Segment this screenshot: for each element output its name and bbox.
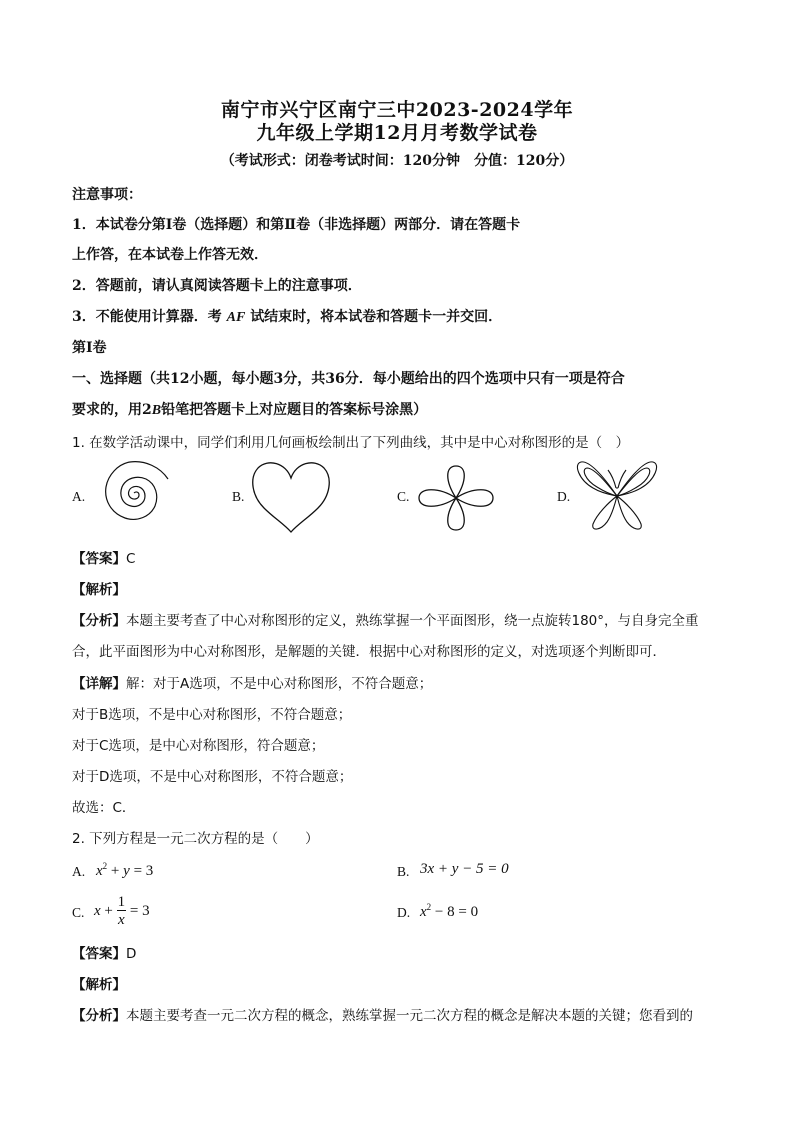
q2-option-a-expr: $x^2 + y = 3$ xyxy=(96,861,154,879)
q1-detail-line2: 对于B选项，不是中心对称图形，不符合题意； xyxy=(72,707,352,723)
q1-detail-line3: 对于C选项，是中心对称图形，符合题意； xyxy=(72,738,325,754)
q1-option-d-label: D. xyxy=(557,489,571,504)
notice-item-3-text-a: 3．不能使用计算器．考 xyxy=(72,309,222,325)
q1-option-a-label: A. xyxy=(72,489,86,504)
q2-option-b-label: B. xyxy=(397,864,410,879)
q1-fenxi-line1 xyxy=(72,609,699,629)
q2-option-c-fraction: $\frac{1}{x}$ xyxy=(117,894,126,928)
q1-fenxi-tag: 【分析】 xyxy=(72,613,126,629)
heart-icon xyxy=(250,458,332,534)
butterfly-icon xyxy=(573,458,661,534)
q2-stem: 2. 下列方程是一元二次方程的是（ ） xyxy=(72,831,319,847)
q1-answer xyxy=(72,547,135,567)
four-petal-icon xyxy=(415,463,497,533)
q1-detail-text1: 解：对于A选项，不是中心对称图形，不符合题意； xyxy=(126,676,433,692)
notice-item-1-cont: 上作答，在本试卷上作答无效． xyxy=(72,247,268,263)
volume-heading: 第Ⅰ卷 xyxy=(72,340,107,356)
q2-answer-tag: 【答案】 xyxy=(72,946,126,962)
q1-detail-line1 xyxy=(72,672,432,692)
q1-answer-tag: 【答案】 xyxy=(72,551,126,567)
notice-item-3-af: AF xyxy=(226,310,246,325)
q1-choice: 故选：C． xyxy=(72,800,136,816)
q2-fenxi-text: 本题主要考查一元二次方程的概念，熟练掌握一元二次方程的概念是解决本题的关键；您看到的 xyxy=(126,1008,693,1024)
q2-option-d-label: D. xyxy=(397,905,411,920)
q2-option-c-expr: x + $\frac{1}{x}$ = 3 xyxy=(94,894,150,928)
q2-option-c-label: C. xyxy=(72,905,85,920)
page-title: 南宁市兴宁区南宁三中2023-2024学年 xyxy=(220,99,574,121)
section-heading-cont xyxy=(72,399,427,419)
q2-answer-value: D xyxy=(126,946,137,962)
q2-option-b-expr: 3x + y − 5 = 0 xyxy=(420,861,509,877)
q2-answer xyxy=(72,942,136,962)
q1-xiangjie-tag: 【详解】 xyxy=(72,676,126,692)
q1-fenxi-text: 本题主要考查了中心对称图形的定义，熟练掌握一个平面图形，绕一点旋转180°，与自身完全重 xyxy=(126,613,699,629)
section-text-c: 铅笔把答题卡上对应题目的答案标号涂黑） xyxy=(161,402,428,418)
q1-stem: 1. 在数学活动课中，同学们利用几何画板绘制出了下列曲线，其中是中心对称图形的是（ ） xyxy=(72,435,630,451)
q2-option-d-expr: $x^2 - 8 = 0$ xyxy=(420,902,479,920)
exam-info: （考试形式：闭卷考试时间：120分钟 分值：120分） xyxy=(220,153,574,169)
q1-option-c-label: C. xyxy=(397,489,410,504)
q1-detail-line4: 对于D选项，不是中心对称图形，不符合题意； xyxy=(72,769,353,785)
notice-item-2: 2．答题前，请认真阅读答题卡上的注意事项． xyxy=(72,278,362,294)
notice-item-3 xyxy=(72,306,502,326)
section-text-a: 要求的，用2 xyxy=(72,402,152,418)
page-title-line2: 九年级上学期12月月考数学试卷 xyxy=(256,122,538,144)
notice-item-1: 1．本试卷分第Ⅰ卷（选择题）和第Ⅱ卷（非选择题）两部分．请在答题卡 xyxy=(72,217,521,233)
q1-option-b-label: B. xyxy=(232,489,245,504)
q2-fenxi-line1 xyxy=(72,1004,693,1024)
q2-fenxi-tag: 【分析】 xyxy=(72,1008,126,1024)
notice-heading: 注意事项： xyxy=(72,187,142,203)
section-text-b: B xyxy=(151,403,162,418)
q1-answer-value: C xyxy=(126,551,136,567)
q2-option-a-label: A. xyxy=(72,864,86,879)
q1-fenxi-line2: 合，此平面图形为中心对称图形，是解题的关键．根据中心对称图形的定义，对选项逐个判断即可． xyxy=(72,644,666,660)
q1-analysis-tag: 【解析】 xyxy=(72,582,126,598)
q2-analysis-tag: 【解析】 xyxy=(72,977,126,993)
section-heading: 一、选择题（共12小题，每小题3分，共36分．每小题给出的四个选项中只有一项是符合 xyxy=(72,371,625,387)
notice-item-3-text-b: 试结束时，将本试卷和答题卡一并交回． xyxy=(250,309,503,325)
spiral-icon xyxy=(90,455,178,535)
